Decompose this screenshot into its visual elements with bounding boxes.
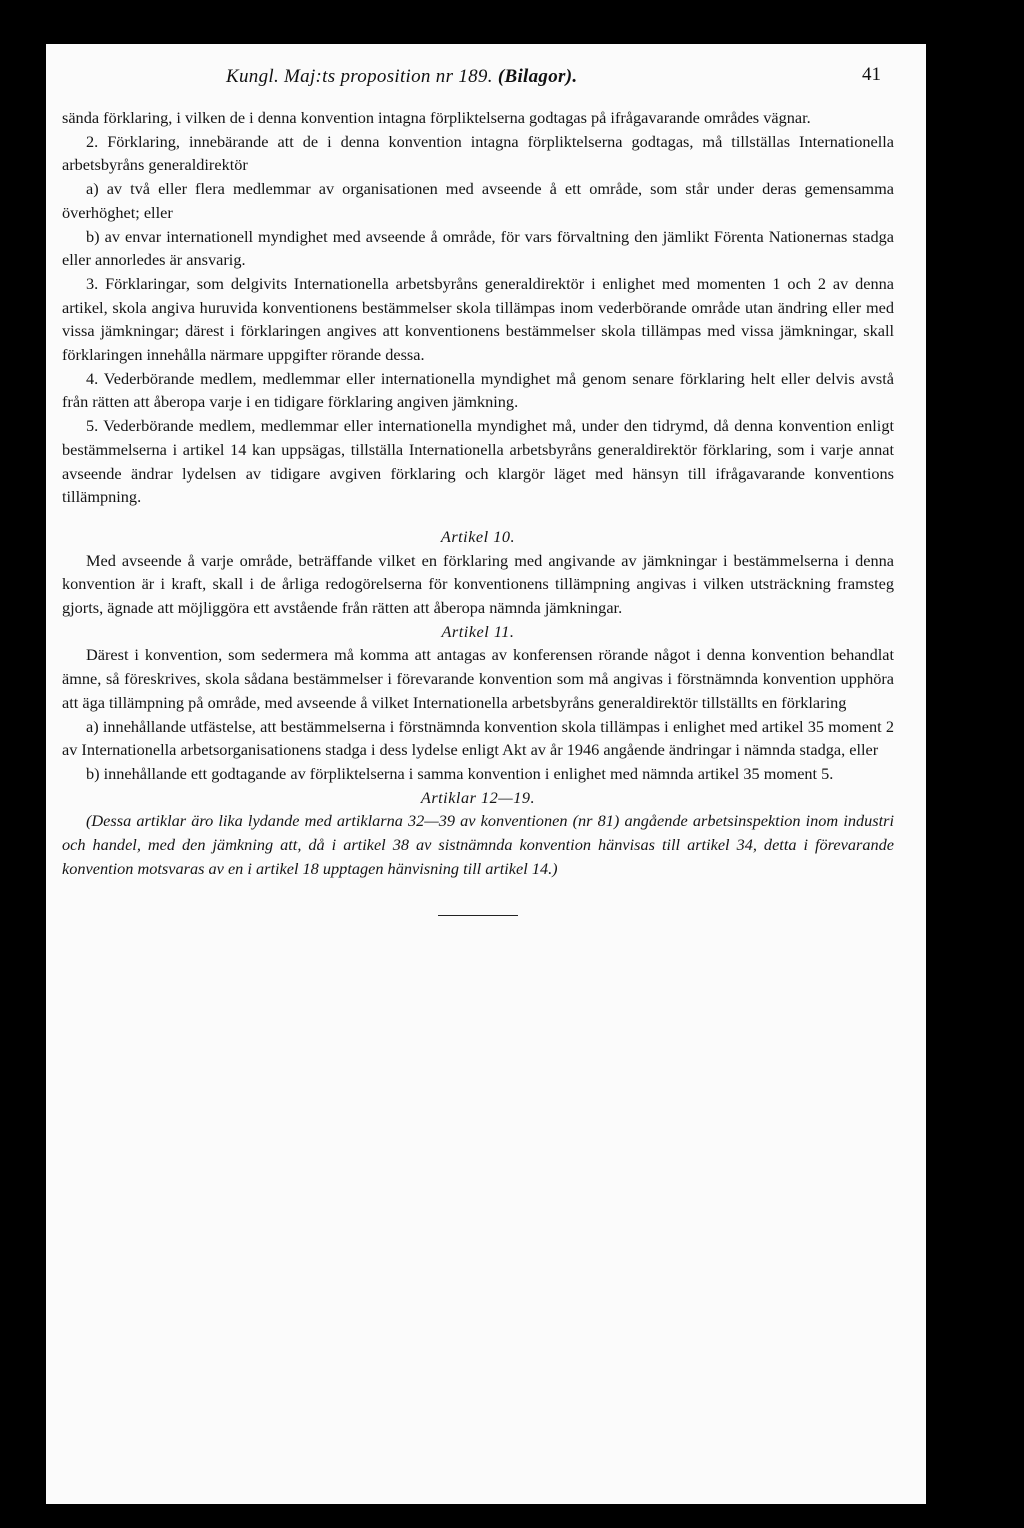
paragraph-continuation: sända förklaring, i vilken de i denna konvention intagna förpliktelserna godtagas på ifrågavarande områdes vägnar. xyxy=(62,108,811,127)
article-10-text: Med avseende å varje område, beträffande vilket en förklaring med angivande av jämkningar i bestämmelserna i denna konvention är i kraft, skall i de årliga redogörelserna för konventionens tillämpning angivas i vilken utsträckning framsteg gjorts, ägnade att möjliggöra ett avstående från rätten att åberopa nämnda jämkningar. xyxy=(62,550,894,618)
paragraph-item-4: 4. Vederbörande medlem, medlemmar eller internationella myndighet må genom senare förklaring helt eller delvis avstå från rätten att åberopa varje i en tidigare förklaring angiven jämkning. xyxy=(62,368,894,412)
articles-12-19-note: (Dessa artiklar äro lika lydande med artiklarna 32—39 av konventionen (nr 81) angående arbetsinspektion inom industri och handel, med den jämkning att, då i artikel 38 av sistnämnda konvention hänvisas till artikel 34, detta i förevarande konvention motsvaras av en i artikel 18 upptagen hänvisning till artikel 14.) xyxy=(62,811,894,878)
article-10-heading: Artikel 10. xyxy=(440,526,516,546)
articles-12-19-heading: Artiklar 12—19. xyxy=(420,787,536,807)
article-11-text: Därest i konvention, som sedermera må komma att antagas av konferensen rörande något i denna konvention behandlat ämne, så föreskrives, skola sådana bestämmelser i förevarande konvention som må angivas i förstnämnda konvention upphöra att äga tillämpning på område, med avseende å vilket Internationella arbetsbyråns generaldirektör tillställts en förklaring xyxy=(62,645,894,712)
paragraph-item-3: 3. Förklaringar, som delgivits Internationella arbetsbyråns generaldirektör i enlighet med momenten 1 och 2 av denna artikel, skola angiva huruvida konventionens bestämmelser skola tillämpas inom vederbörande område utan ändring eller med vissa jämkningar; därest i förklaringen angives att konventionens bestämmelser skola tillämpas med vissa jämkningar, skall förklaringen innehålla närmare uppgifter rörande dessa. xyxy=(62,273,894,365)
paragraph-item-2: 2. Förklaring, innebärande att de i denna konvention intagna förpliktelserna godtagas, må tillställas Internationella arbetsbyråns generaldirektör xyxy=(62,131,894,175)
bilagor-label: (Bilagor). xyxy=(497,66,578,87)
page-number: 41 xyxy=(862,64,881,85)
article-11-item-a: a) innehållande utfästelse, att bestämmelserna i förstnämnda konvention skola tillämpas i enlighet med artikel 35 moment 2 av Internationella arbetsorganisationens stadga i dess lydelse enligt Akt av år 1946 angående ändringar i nämnda stadga, eller xyxy=(62,716,894,760)
end-rule xyxy=(438,915,518,916)
paragraph-item-2a: a) av två eller flera medlemmar av organisationen med avseende å ett område, som står under deras gemensamma överhöghet; eller xyxy=(62,179,894,222)
article-11-heading: Artikel 11. xyxy=(441,621,515,641)
running-header xyxy=(226,66,826,88)
running-title: Kungl. Maj:ts proposition nr 189. xyxy=(226,66,493,87)
paragraph-item-5: 5. Vederbörande medlem, medlemmar eller internationella myndighet må, under den tidrymd, då denna konvention enligt bestämmelserna i artikel 14 kan uppsägas, tillställa Internationella arbetsbyråns generaldirektör förklaring, som i varje annat avseende ändrar lydelsen av tidigare avgiven förklaring och klargör läget med hänsyn till ifrågavarande konventions tillämpning. xyxy=(62,416,894,507)
paragraph-item-2b: b) av envar internationell myndighet med avseende å område, för vars förvaltning den jämlikt Förenta Nationernas stadga eller annorledes är ansvarig. xyxy=(62,226,894,270)
article-11-item-b: b) innehållande ett godtagande av förpliktelserna i samma konvention i enlighet med nämnda artikel 35 moment 5. xyxy=(86,763,834,783)
document-body xyxy=(62,106,894,916)
